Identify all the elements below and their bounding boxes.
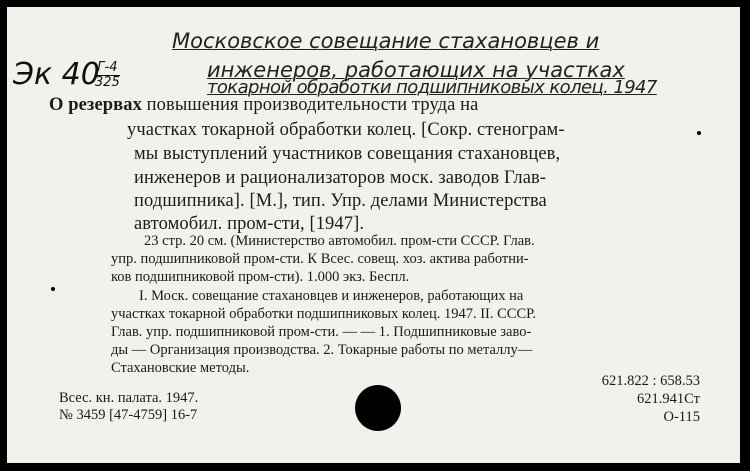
description-line6: автомобил. пром-сти, [1947]. <box>134 214 365 234</box>
classification-mark: 621.941Ст <box>637 391 700 407</box>
call-number-fraction-top: Г-4 <box>95 61 120 76</box>
tracings-line4: ды — Организация производства. 2. Токарные работы по металлу— <box>111 342 533 358</box>
tracings-line5: Стахановские методы. <box>111 360 250 376</box>
collation-line2: упр. подшипниковой пром-сти. К Всес. совещ. хоз. актива работни- <box>111 251 529 267</box>
tracings-line3: Глав. упр. подшипниковой пром-сти. — — 1. Подшипниковые заво- <box>111 324 532 340</box>
handwritten-heading-line1: Московское совещание стахановцев и <box>172 29 600 53</box>
tracings-line2: участках токарной обработки подшипниковых колец. 1947. II. СССР. <box>111 306 536 322</box>
description-line5: подшипника]. [М.], тип. Упр. делами Министерства <box>134 191 547 211</box>
title-bold: О резервах <box>49 95 142 115</box>
description-line3: мы выступлений участников совещания стахановцев, <box>134 144 561 164</box>
catalog-card <box>7 7 740 463</box>
book-chamber-line1: Всес. кн. палата. 1947. <box>59 390 199 406</box>
call-number-fraction <box>95 61 120 90</box>
title-rest: повышения производительности труда на <box>141 95 479 115</box>
call-number-fraction-bottom: 325 <box>95 75 120 90</box>
book-chamber-line2: № 3459 [47-4759] 16-7 <box>59 407 198 423</box>
card-punch-hole <box>355 385 401 431</box>
classification-author-mark: О-115 <box>663 409 700 425</box>
speck <box>697 131 701 135</box>
handwritten-heading-line2: инженеров, работающих на участках <box>207 58 625 82</box>
collation-line1: 23 стр. 20 см. (Министерство автомобил. пром-сти СССР. Глав. <box>144 233 535 249</box>
tracings-line1: I. Моск. совещание стахановцев и инженеров, работающих на <box>139 288 524 304</box>
description-line4: инженеров и рационализаторов моск. заводов Глав- <box>134 168 547 188</box>
description-line1 <box>49 95 479 116</box>
call-number-main: Эк 40 <box>13 57 100 92</box>
collation-line3: ков подшипниковой пром-сти). 1.000 экз. Беспл. <box>111 269 410 285</box>
speck <box>51 287 55 291</box>
classification-udc: 621.822 : 658.53 <box>601 373 700 389</box>
description-line2: участках токарной обработки колец. [Сокр. стенограм- <box>127 120 565 140</box>
handwritten-heading-line3: токарной обработки подшипниковых колец. 1947 <box>207 77 657 98</box>
